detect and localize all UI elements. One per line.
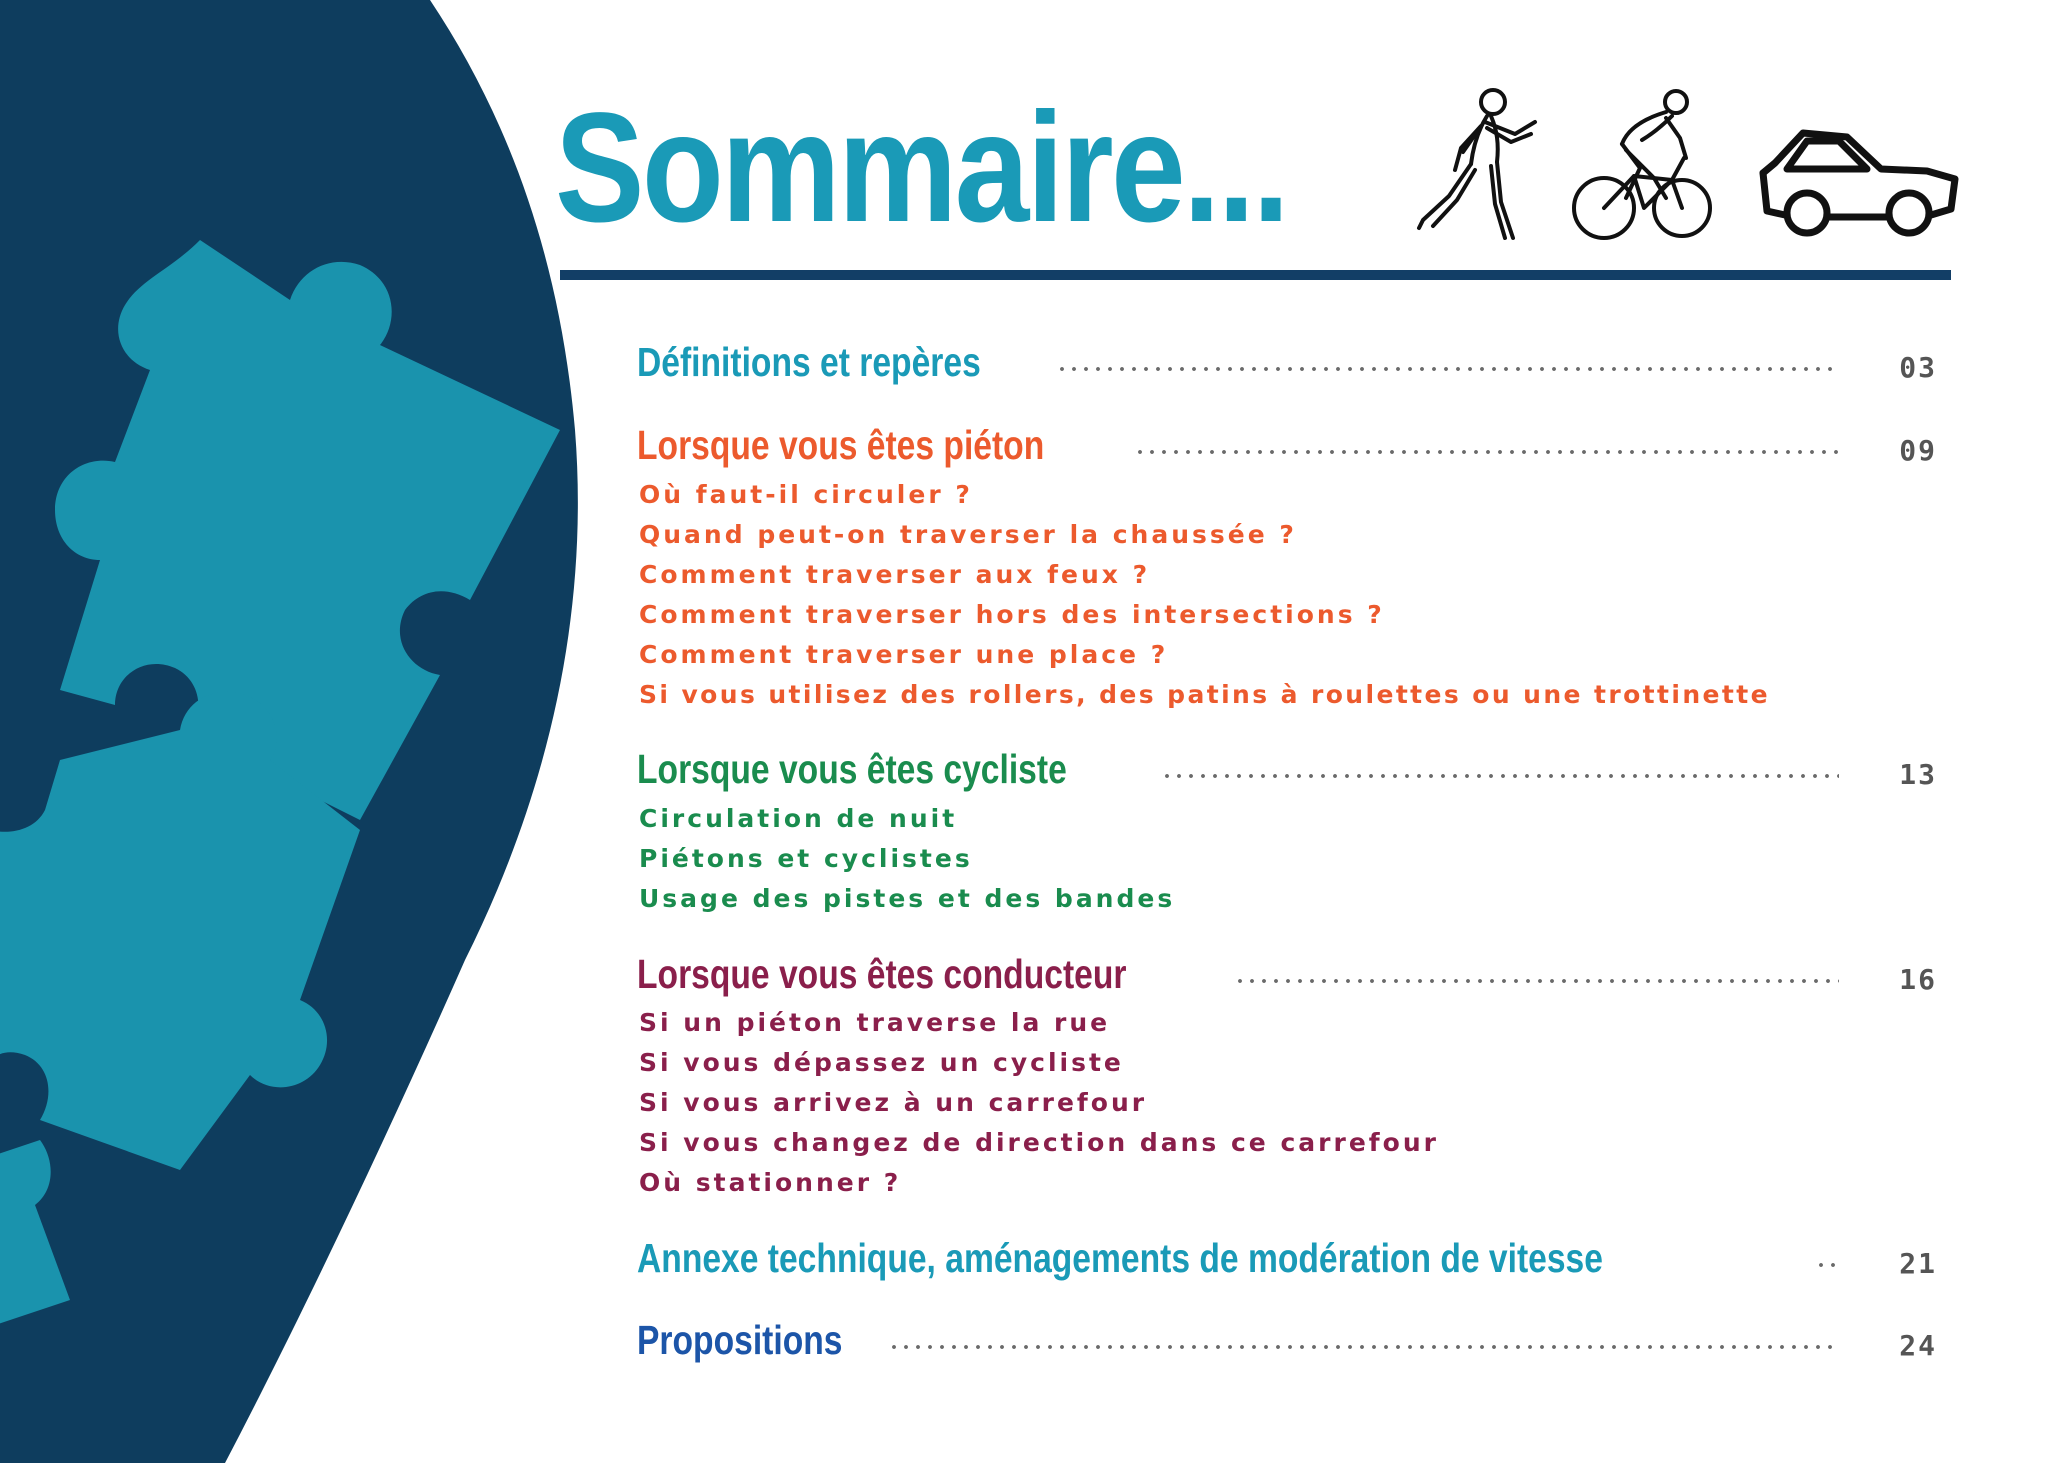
dot-leader	[1056, 367, 1839, 371]
toc-subitem[interactable]: Si vous changez de direction dans ce carrefour	[639, 1128, 1439, 1157]
toc-section-title: Définitions et repères	[637, 338, 981, 385]
toc-subitem[interactable]: Où stationner ?	[639, 1168, 902, 1197]
pedestrian-icon	[1415, 82, 1545, 242]
toc-entry-conducteur[interactable]	[637, 944, 1937, 1004]
toc-subitem[interactable]: Usage des pistes et des bandes	[639, 884, 1176, 913]
toc-subitem[interactable]: Circulation de nuit	[639, 804, 958, 833]
toc-subitem[interactable]: Quand peut-on traverser la chaussée ?	[639, 520, 1297, 549]
page-number: 13	[1899, 757, 1937, 791]
toc-subitem[interactable]: Comment traverser hors des intersections ?	[639, 600, 1385, 629]
toc-subitem[interactable]: Comment traverser une place ?	[639, 640, 1169, 669]
dot-leader	[888, 1345, 1839, 1349]
toc-entry-annexe[interactable]	[637, 1228, 1937, 1288]
toc-subitem[interactable]: Si vous dépassez un cycliste	[639, 1048, 1124, 1077]
dot-leader	[1234, 979, 1839, 983]
toc-section-title: Annexe technique, aménagements de modération de vitesse	[637, 1234, 1603, 1281]
cyclist-icon	[1568, 88, 1718, 243]
toc-subitem[interactable]: Si vous arrivez à un carrefour	[639, 1088, 1148, 1117]
toc-subitem[interactable]: Piétons et cyclistes	[639, 844, 973, 873]
toc-section-title: Lorsque vous êtes cycliste	[637, 745, 1067, 792]
car-icon	[1755, 125, 1960, 240]
page-number: 03	[1899, 350, 1937, 384]
dot-leader	[1134, 450, 1839, 454]
toc-section-title: Lorsque vous êtes piéton	[637, 421, 1045, 468]
toc-subitem[interactable]: Où faut-il circuler ?	[639, 480, 973, 509]
toc-subitem[interactable]: Si vous utilisez des rollers, des patins à roulettes ou une trottinette	[639, 680, 1770, 709]
page-title: Sommaire...	[555, 81, 1288, 255]
toc-subitem[interactable]: Si un piéton traverse la rue	[639, 1008, 1111, 1037]
page-number: 16	[1899, 962, 1937, 996]
page-number: 21	[1899, 1246, 1937, 1280]
dot-leader	[1815, 1263, 1839, 1267]
page-number: 24	[1899, 1328, 1937, 1362]
toc-subitem[interactable]: Comment traverser aux feux ?	[639, 560, 1151, 589]
toc-section-title: Propositions	[637, 1316, 843, 1363]
toc-entry-cycliste[interactable]	[637, 739, 1937, 799]
toc-entry-propositions[interactable]	[637, 1310, 1937, 1370]
toc-entry-pieton[interactable]	[637, 415, 1937, 475]
page-number: 09	[1899, 433, 1937, 467]
title-underline	[560, 270, 1951, 280]
toc-section-title: Lorsque vous êtes conducteur	[637, 950, 1127, 997]
toc-entry-definitions[interactable]	[637, 332, 1937, 392]
dot-leader	[1161, 774, 1839, 778]
